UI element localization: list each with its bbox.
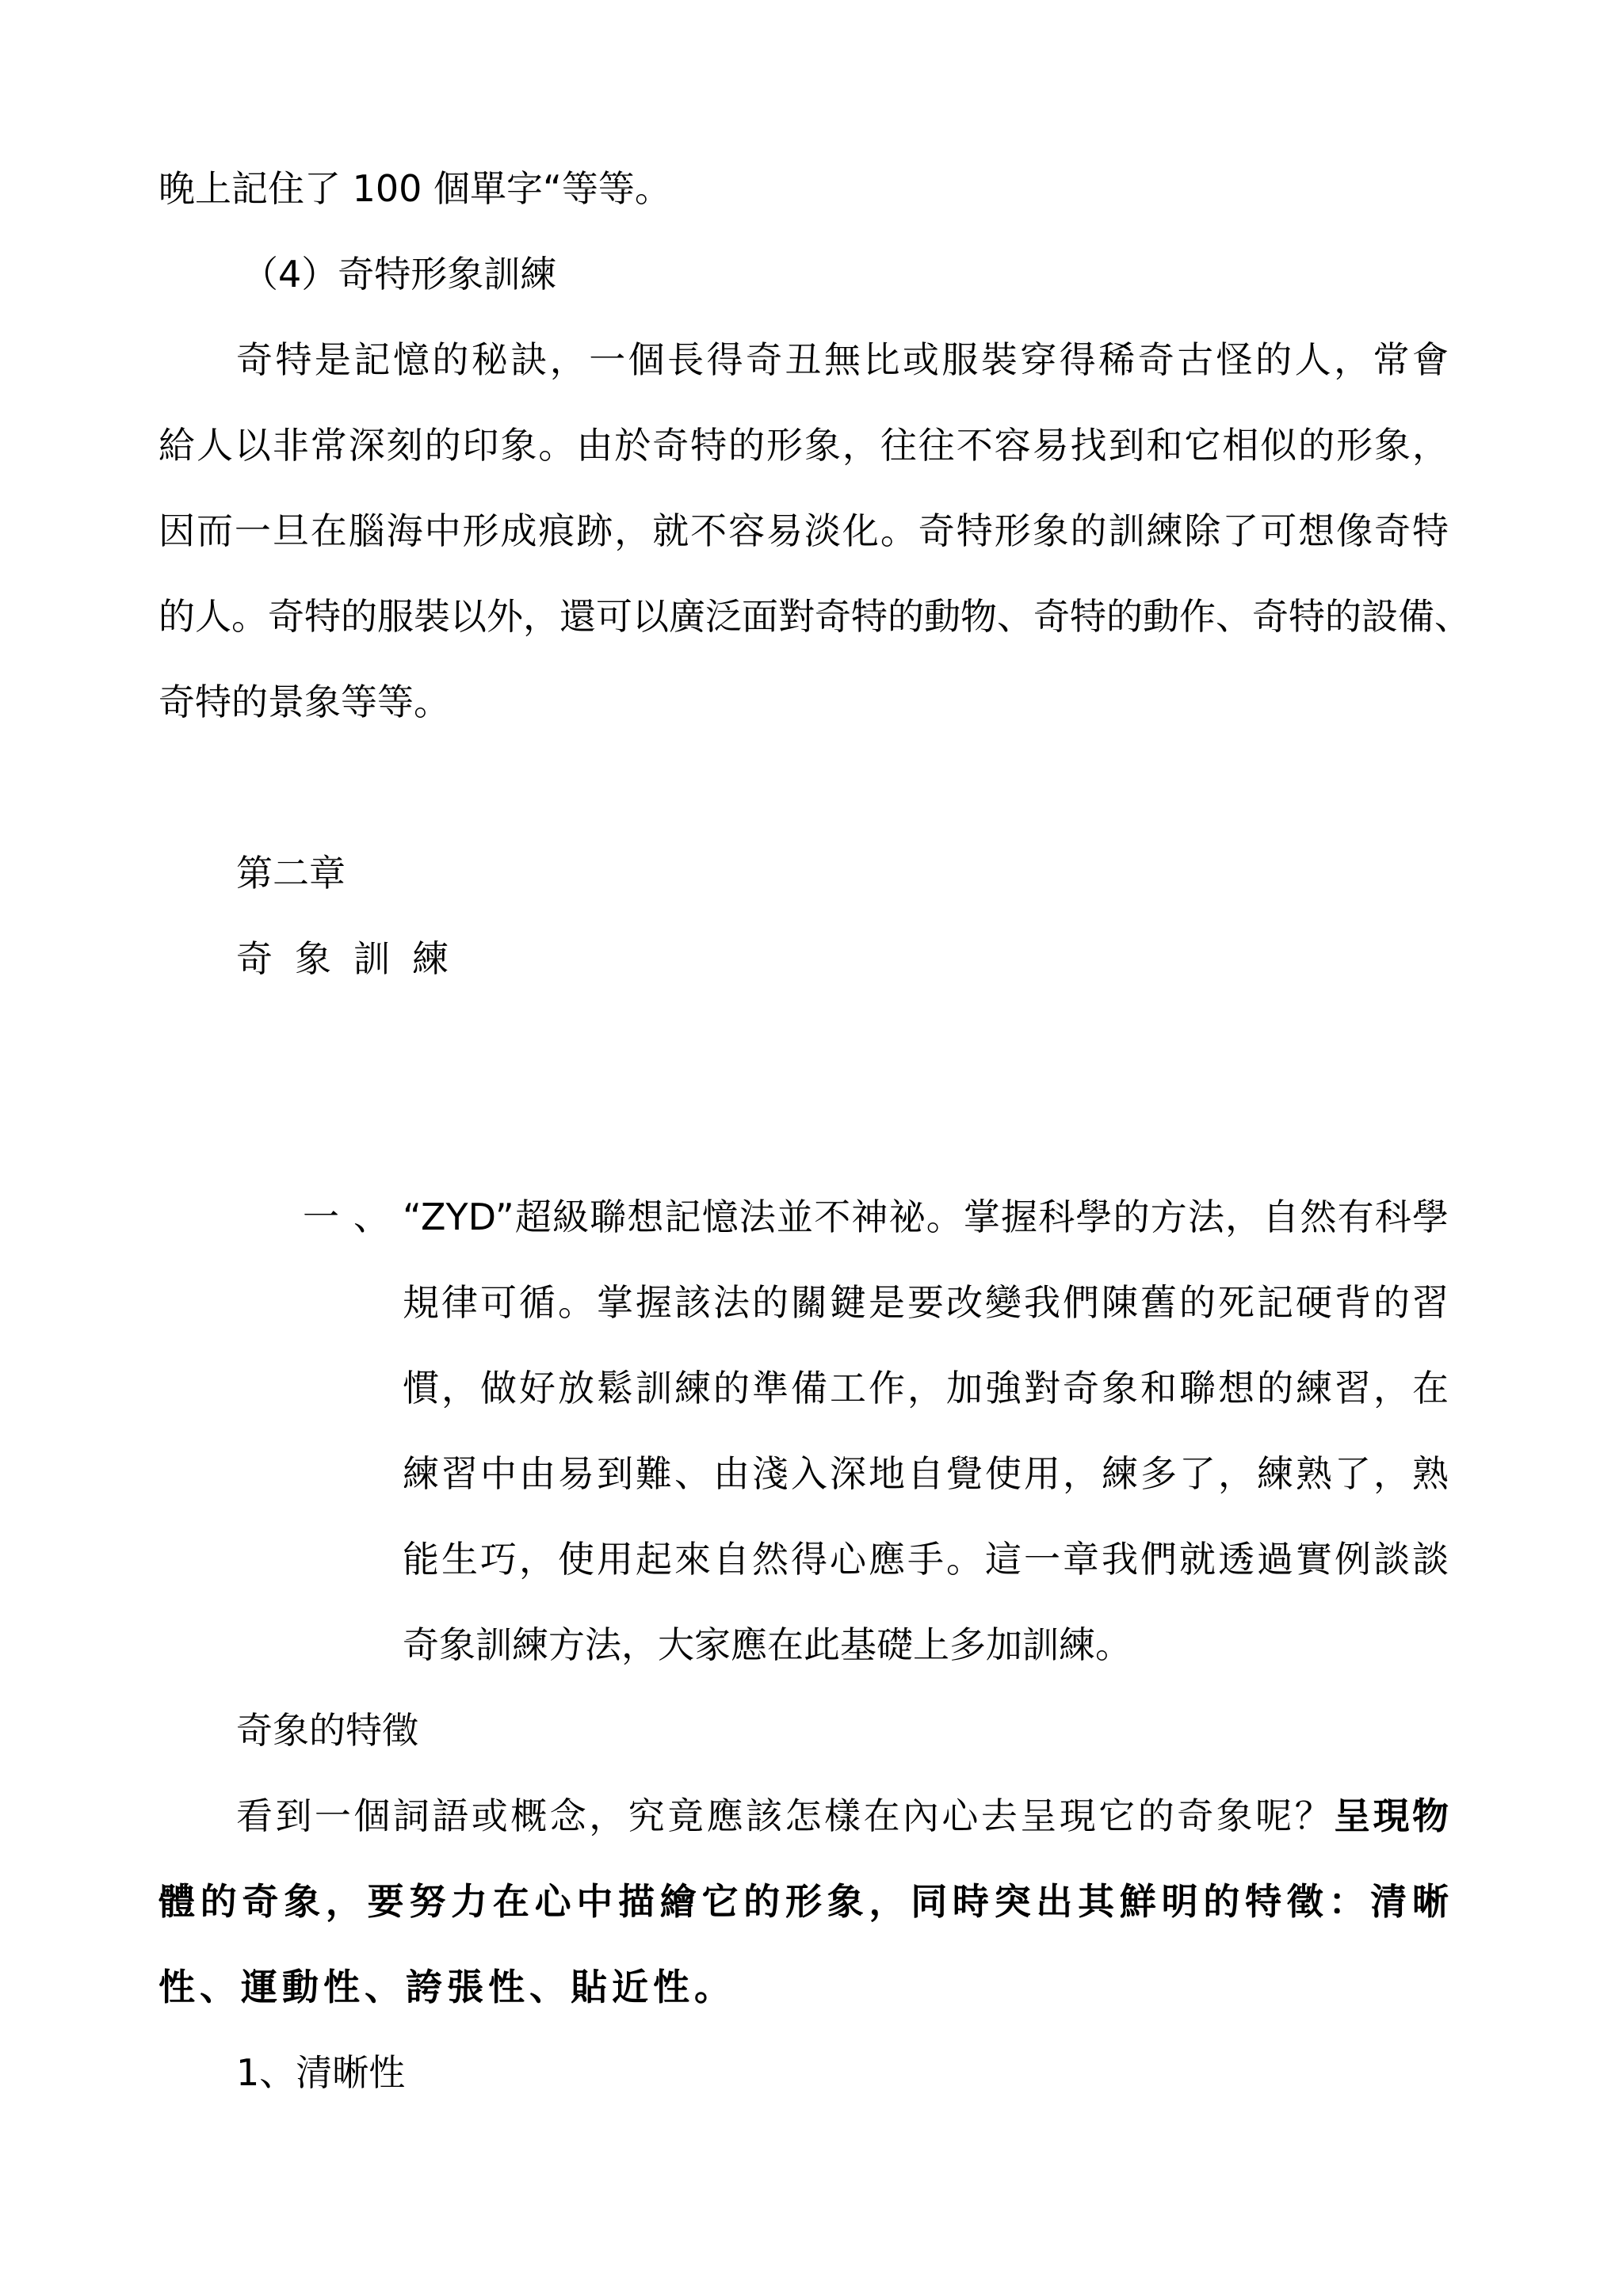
- section-heading: 奇象的特徵: [236, 1709, 418, 1752]
- feature-paragraph-normal: 看到一個詞語或概念，究竟應該怎樣在內心去呈現它的奇象呢？: [236, 1794, 1335, 1837]
- list-item-line-3: 慣，做好放鬆訓練的準備工作，加強對奇象和聯想的練習，在: [403, 1367, 1449, 1409]
- list-item-line-5: 能生巧，使用起來自然得心應手。這一章我們就透過實例談談: [403, 1538, 1449, 1581]
- paragraph-line-3: 因而一旦在腦海中形成痕跡，就不容易淡化。奇特形象的訓練除了可想像奇特: [158, 509, 1449, 552]
- paragraph-line-5: 奇特的景象等等。: [158, 681, 450, 723]
- list-marker: 一、: [303, 1196, 404, 1238]
- paragraph-line-2: 給人以非常深刻的印象。由於奇特的形象，往往不容易找到和它相似的形象，: [158, 424, 1449, 467]
- list-item-line-4: 練習中由易到難、由淺入深地自覺使用，練多了，練熟了，熟: [403, 1452, 1449, 1495]
- feature-paragraph-bold: 呈現物: [1334, 1794, 1449, 1837]
- feature-paragraph-line-1: [236, 1792, 1449, 1840]
- chapter-label: 第二章: [236, 852, 346, 894]
- list-item-line-1: “ZYD”超級聯想記憶法並不神祕。掌握科學的方法，自然有科學: [403, 1196, 1449, 1238]
- paragraph-line-4: 的人。奇特的服裝以外，還可以廣泛面對奇特的動物、奇特的動作、奇特的設備、: [158, 595, 1471, 638]
- list-item-line-2: 規律可循。掌握該法的關鍵是要改變我們陳舊的死記硬背的習: [403, 1281, 1449, 1324]
- text-line-1: 晚上記住了 100 個單字“等等。: [158, 167, 671, 210]
- feature-paragraph-line-2: 體的奇象，要努力在心中描繪它的形象，同時突出其鮮明的特徵：清晰: [158, 1880, 1449, 1923]
- chapter-title: 奇象訓練: [236, 937, 471, 980]
- list-item-clarity: 1、清晰性: [236, 2051, 406, 2094]
- paragraph-line-1: 奇特是記憶的秘訣，一個長得奇丑無比或服裝穿得稀奇古怪的人，常會: [236, 338, 1449, 381]
- feature-paragraph-line-3: 性、運動性、誇張性、貼近性。: [158, 1966, 735, 2008]
- subheading-odd-image-training: （4）奇特形象訓練: [242, 253, 557, 296]
- list-item-line-6: 奇象訓練方法，大家應在此基礎上多加訓練。: [403, 1623, 1132, 1666]
